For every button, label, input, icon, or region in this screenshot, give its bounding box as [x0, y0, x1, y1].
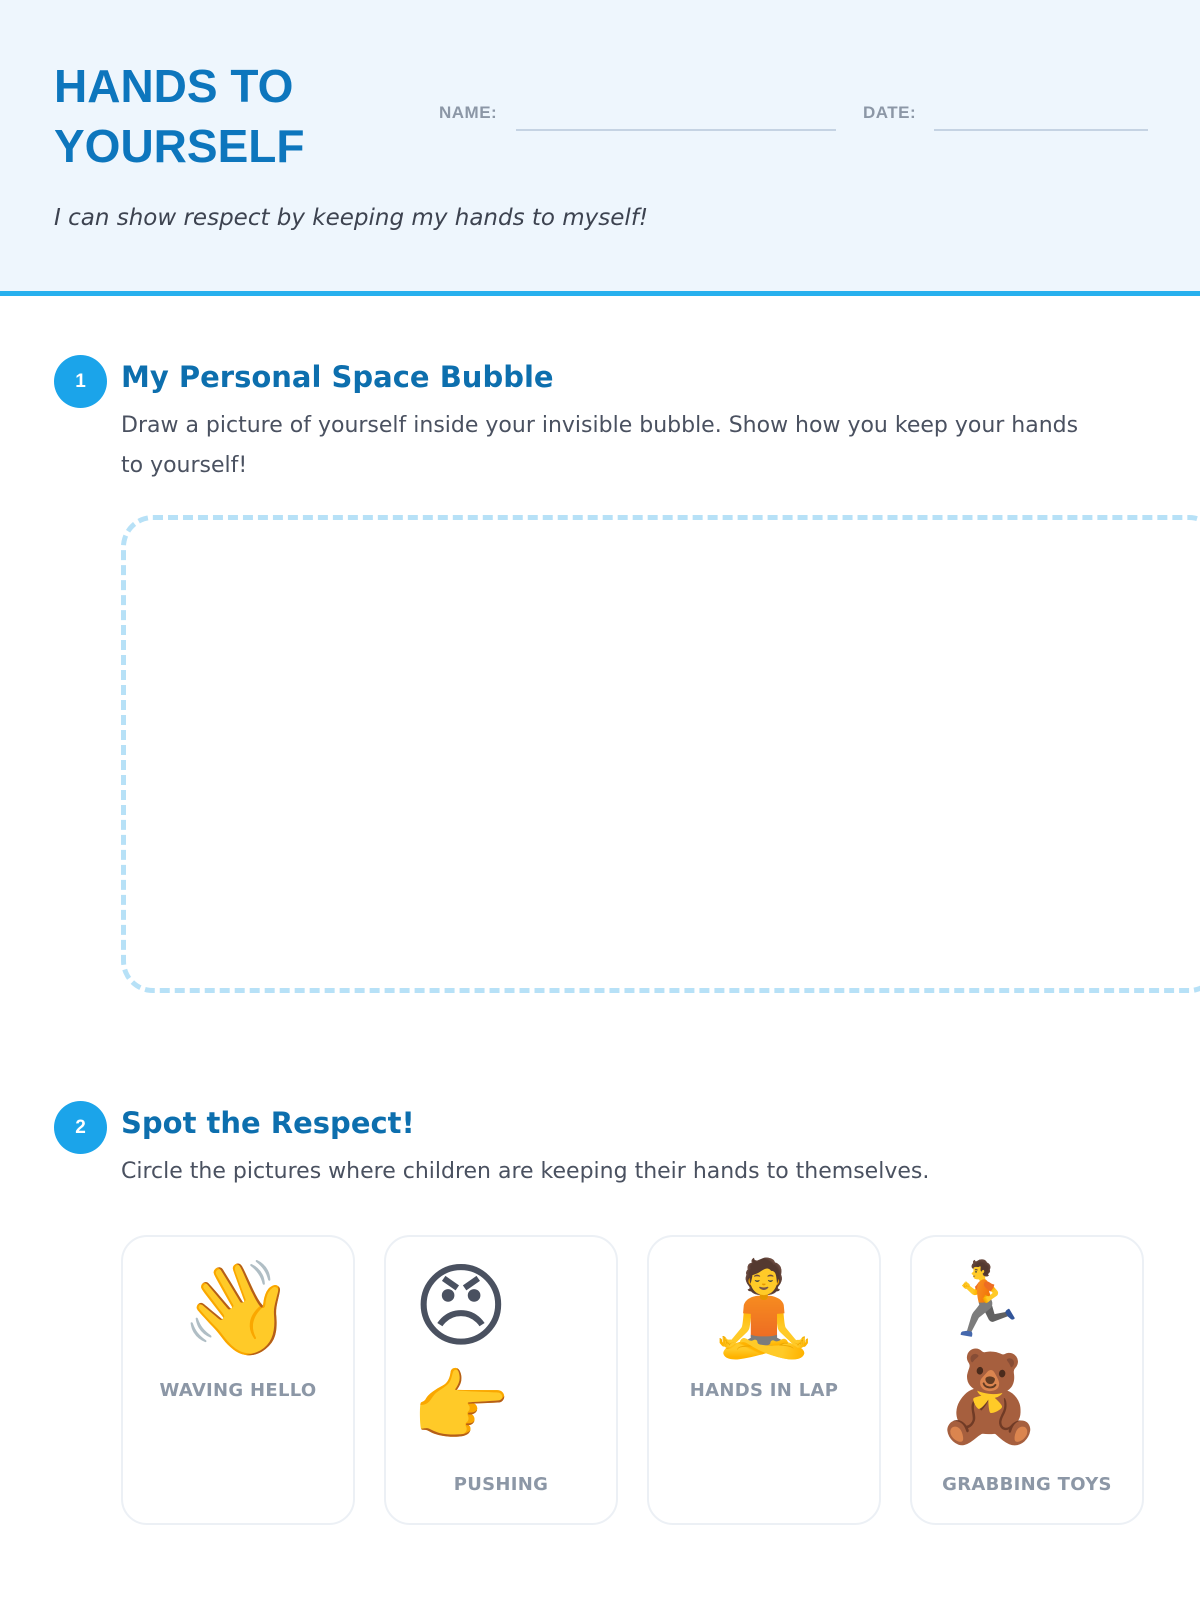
card-label: GRABBING TOYS	[942, 1474, 1112, 1495]
name-field[interactable]	[516, 129, 836, 131]
section-1-title: My Personal Space Bubble	[121, 360, 554, 394]
section-2-title: Spot the Respect!	[121, 1106, 415, 1140]
waving-hand-icon: 👋	[180, 1255, 296, 1362]
section-2-instruction: Circle the pictures where children are keeping their hands to themselves.	[121, 1159, 930, 1184]
card-waving-hello[interactable]	[121, 1235, 355, 1525]
section-1-badge: 1	[54, 355, 107, 408]
worksheet-header	[0, 0, 1200, 296]
card-label: HANDS IN LAP	[689, 1380, 839, 1401]
card-hands-in-lap[interactable]	[647, 1235, 881, 1525]
angry-face-icon: 😠	[413, 1253, 509, 1360]
subtitle: I can show respect by keeping my hands to myself!	[54, 205, 649, 231]
teddy-bear-icon: 🧸	[934, 1345, 1044, 1448]
title-line-2: YOURSELF	[54, 120, 305, 172]
page-title	[54, 56, 304, 176]
name-label: NAME:	[439, 103, 498, 122]
card-pushing[interactable]	[384, 1235, 618, 1525]
pointing-hand-icon: 👉	[411, 1360, 511, 1453]
section-2-badge: 2	[54, 1101, 107, 1154]
card-grabbing-toys[interactable]	[910, 1235, 1144, 1525]
date-field[interactable]	[934, 129, 1148, 131]
card-label: PUSHING	[453, 1474, 549, 1495]
card-label: WAVING HELLO	[159, 1380, 317, 1401]
drawing-area[interactable]	[121, 515, 1200, 993]
section-1-instruction: Draw a picture of yourself inside your invisible bubble. Show how you keep your hands to yourself!	[121, 413, 1079, 478]
title-line-1: HANDS TO	[54, 60, 294, 112]
meditating-person-icon: 🧘	[706, 1255, 822, 1362]
date-label: DATE:	[863, 103, 917, 122]
running-person-icon: 🏃	[939, 1257, 1029, 1341]
